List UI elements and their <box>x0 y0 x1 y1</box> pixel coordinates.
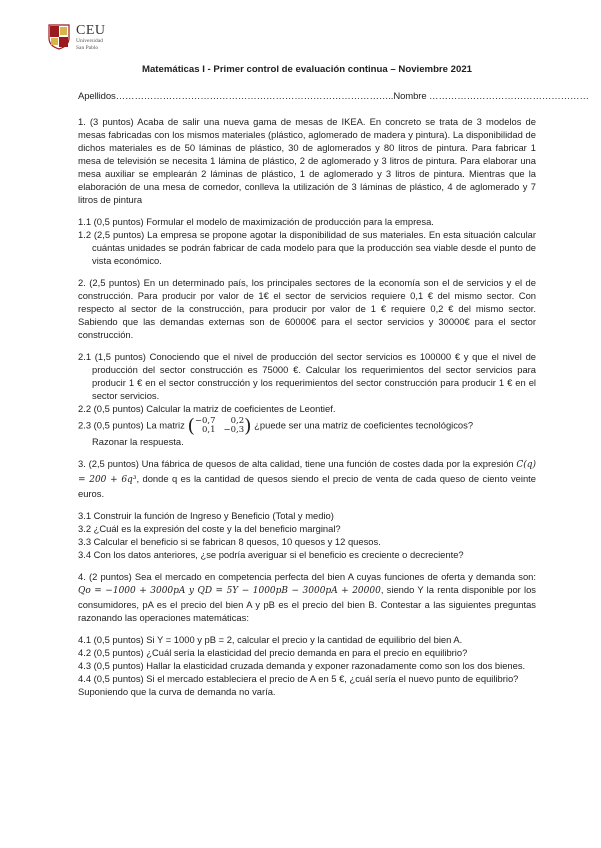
q4-market-formula: Qo = −1000 + 3000pA y QD = 5Y − 1000pB − 3000pA + 20000 <box>78 586 381 596</box>
item-4-1: 4.1 (0,5 puntos) Si Y = 1000 y pB = 2, calcular el precio y la cantidad de equilibrio del bien A. <box>78 634 463 645</box>
q3-cost-formula: C(q) = 200 + 6q³ <box>78 460 537 485</box>
logo-sub1: Universidad <box>76 38 103 44</box>
item-3-4: 3.4 Con los datos anteriores, ¿se podría averiguar si el beneficio es creciente o decreciente? <box>78 549 464 560</box>
question-3 <box>78 457 536 500</box>
matrix-a22: −0,3 <box>223 425 245 435</box>
item-4-2: 4.2 (0,5 puntos) ¿Cuál sería la elasticidad del precio demanda en para el precio en equilibrio? <box>78 647 468 658</box>
question-1: 1. (3 puntos) Acaba de salir una nueva gama de mesas de IKEA. En concreto se trata de 3 modelos de mesas fabricadas con los mismos materiales (plástico, aglomerado de madera y pintura). La disponibilidad de dichos materiales es de 50 láminas de plástico, 30 de aglomerados y 80 litros de pintura. Para fabricar 1 mesa de televisión se necesita 1 lámina de plástico, 2 de aglomerado y 3 litros de pintura. Para elaborar una mesa auxiliar se emplearán 2 láminas de plástico, 1 de aglomerado y 3 litros de pintura. Mientras que la elaboración de una mesa de comedor, conlleva la utilización de 3 láminas de plástico, 4 de aglomerado y 7 litros de pintura <box>78 116 536 205</box>
item-3-2: 3.2 ¿Cuál es la expresión del coste y la del beneficio marginal? <box>78 523 341 534</box>
matrix-a12: 0,2 <box>230 416 245 426</box>
item-2-1: 2.1 (1,5 puntos) Conociendo que el nivel de producción del sector servicios es 100000 € y que el nivel de producción del sector construcción es 75000 €. Calcular los requerimientos del sector servicios para producir 1 € en el sector construcción y los requerimientos del sector construcción para producir 1 € en el sector servicios. <box>78 351 536 401</box>
item-2-3-cont: Razonar la respuesta. <box>92 436 184 447</box>
ceu-shield-icon <box>48 24 70 50</box>
question-4 <box>78 570 536 624</box>
item-2-2: 2.2 (0,5 puntos) Calcular la matriz de coeficientes de Leontief. <box>78 403 336 414</box>
logo-name: CEU <box>76 23 106 38</box>
q3-text-b: , donde q es la cantidad de quesos siendo el precio de venta de cada queso de ciento veinte euros. <box>78 473 536 499</box>
item-3-3: 3.3 Calcular el beneficio si se fabrican 8 quesos, 10 quesos y 12 quesos. <box>78 536 381 547</box>
item-1-1: 1.1 (0,5 puntos) Formular el modelo de maximización de producción para la empresa. <box>78 216 434 227</box>
question-2: 2. (2,5 puntos) En un determinado país, los principales sectores de la economía son el de servicios y el de construcción. Para producir por valor de 1€ el sector de servicios requiere 0,1 € del mismo sector. Con respecto al sector de la construcción, para producir por valor de 1 € requiere 0,2 € del mismo sector. Sabiendo que las demandas externas son de 60000€ para el sector servicios y 30000€ para el sector construcción. <box>78 277 536 340</box>
exam-page <box>78 60 589 698</box>
item-4-3: 4.3 (0,5 puntos) Hallar la elasticidad cruzada demanda y exponer razonadamente como son los dos bienes. <box>78 660 526 671</box>
item-2-3-suffix: ¿puede ser una matriz de coeficientes tecnológicos? <box>254 419 474 431</box>
item-2-3 <box>78 417 536 435</box>
item-3-1: 3.1 Construir la función de Ingreso y Beneficio (Total y medio) <box>78 510 334 521</box>
item-2-3-prefix: 2.3 (0,5 puntos) La matriz <box>78 419 185 431</box>
item-1-2: 1.2 (2,5 puntos) La empresa se propone agotar la disponibilidad de sus materiales. En esta situación calcular cuántas unidades se podrán fabricar de cada modelo para que la producción sea viable desde el punto de vista económico. <box>78 229 536 266</box>
logo-sub2: San Pablo <box>76 44 99 51</box>
exam-title: Matemáticas I - Primer control de evaluación continua – Noviembre 2021 <box>141 64 473 75</box>
matrix-a21: 0,1 <box>201 425 216 435</box>
matrix: ( −0,7 0,2 0,1 −0,3 ) <box>187 415 252 437</box>
matrix-a11: −0,7 <box>194 416 216 426</box>
item-4-4: 4.4 (0,5 puntos) Si el mercado estableciera el precio de A en 5 €, ¿cuál sería el nuevo punto de equilibrio? Suponiendo que la curva de demanda no varía. <box>78 673 519 697</box>
q4-text-a: 4. (2 puntos) Sea el mercado en competencia perfecta del bien A cuyas funciones de oferta y demanda son: <box>78 571 536 582</box>
names-line: Apellidos……………………………………………………………………………..Nombre …………………………………………… <box>78 91 589 102</box>
q3-text-a: 3. (2,5 puntos) Una fábrica de quesos de alta calidad, tiene una función de costes dada por la expresión <box>78 458 514 469</box>
university-logo <box>48 24 106 51</box>
q4-text-b: , siendo Y la renta disponible por los consumidores, pA es el precio del bien A y pB es el precio del bien B. Contestar a las siguientes preguntas razonando las operaciones matemáticas: <box>78 584 536 623</box>
